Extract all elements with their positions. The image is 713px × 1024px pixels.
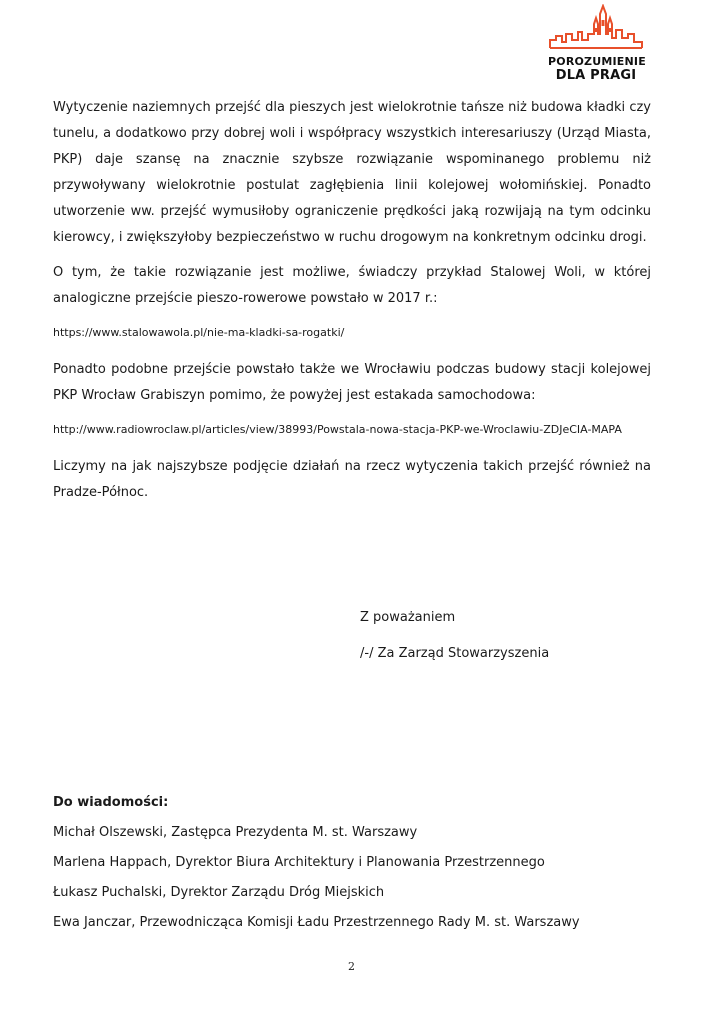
signer-text: /-/ Za Zarząd Stowarzyszenia — [360, 646, 550, 661]
paragraph-2: O tym, że takie rozwiązanie jest możliwe, świadczy przykład Stalowej Woli, w której analogiczne przejście pieszo-rowerowe powstało w 2017 r.: — [53, 265, 651, 306]
letter-body — [53, 95, 651, 506]
paragraph-3: Ponadto podobne przejście powstało także we Wrocławiu podczas budowy stacji kolejowej PKP Wrocław Grabiszyn pomimo, że powyżej jest estakada samochodowa: — [53, 362, 651, 403]
logo-text-top: POROZUMIENIE — [548, 55, 646, 68]
logo-text-bottom: DLA PRAGI — [555, 68, 637, 83]
cc-recipient: Ewa Janczar, Przewodnicząca Komisji Ładu Przestrzennego Rady M. st. Warszawy — [53, 915, 580, 930]
paragraph-4: Liczymy na jak najszybsze podjęcie działań na rzecz wytyczenia takich przejść również na Pradze-Północ. — [53, 459, 651, 500]
link-stalowa-wola[interactable]: https://www.stalowawola.pl/nie-ma-kladki-sa-rogatki/ — [53, 326, 345, 339]
cc-title: Do wiadomości: — [53, 795, 169, 810]
cc-recipient: Łukasz Puchalski, Dyrektor Zarządu Dróg Miejskich — [53, 885, 385, 900]
organization-logo — [548, 4, 644, 82]
cc-recipient: Marlena Happach, Dyrektor Biura Architektury i Planowania Przestrzennego — [53, 855, 545, 870]
signature-block — [360, 600, 549, 672]
cc-section — [53, 788, 580, 938]
paragraph-1: Wytyczenie naziemnych przejść dla pieszych jest wielokrotnie tańsze niż budowa kładki czy tunelu, a dodatkowo przy dobrej woli i współpracy wszystkich interesariuszy (Urząd Miasta, PKP) daje szansę na znacznie szybsze rozwiązanie wspominanego problemu niż przywoływany wielokrotnie postulat zagłębienia linii kolejowej wołomińskiej. Ponadto utworzenie ww. przejść wymusiłoby ograniczenie prędkości jaką rozwijają na tym odcinku kierowcy, i zwiększyłoby bezpieczeństwo w ruchu drogowym na konkretnym odcinku drogi. — [53, 100, 651, 245]
page-number: 2 — [348, 960, 355, 973]
link-radio-wroclaw[interactable]: http://www.radiowroclaw.pl/articles/view/38993/Powstala-nowa-stacja-PKP-we-Wroclawiu-ZDJeCIA-MAPA — [53, 423, 622, 436]
closing-text: Z poważaniem — [360, 610, 456, 625]
city-skyline-icon — [548, 4, 644, 56]
cc-recipient: Michał Olszewski, Zastępca Prezydenta M. st. Warszawy — [53, 825, 418, 840]
